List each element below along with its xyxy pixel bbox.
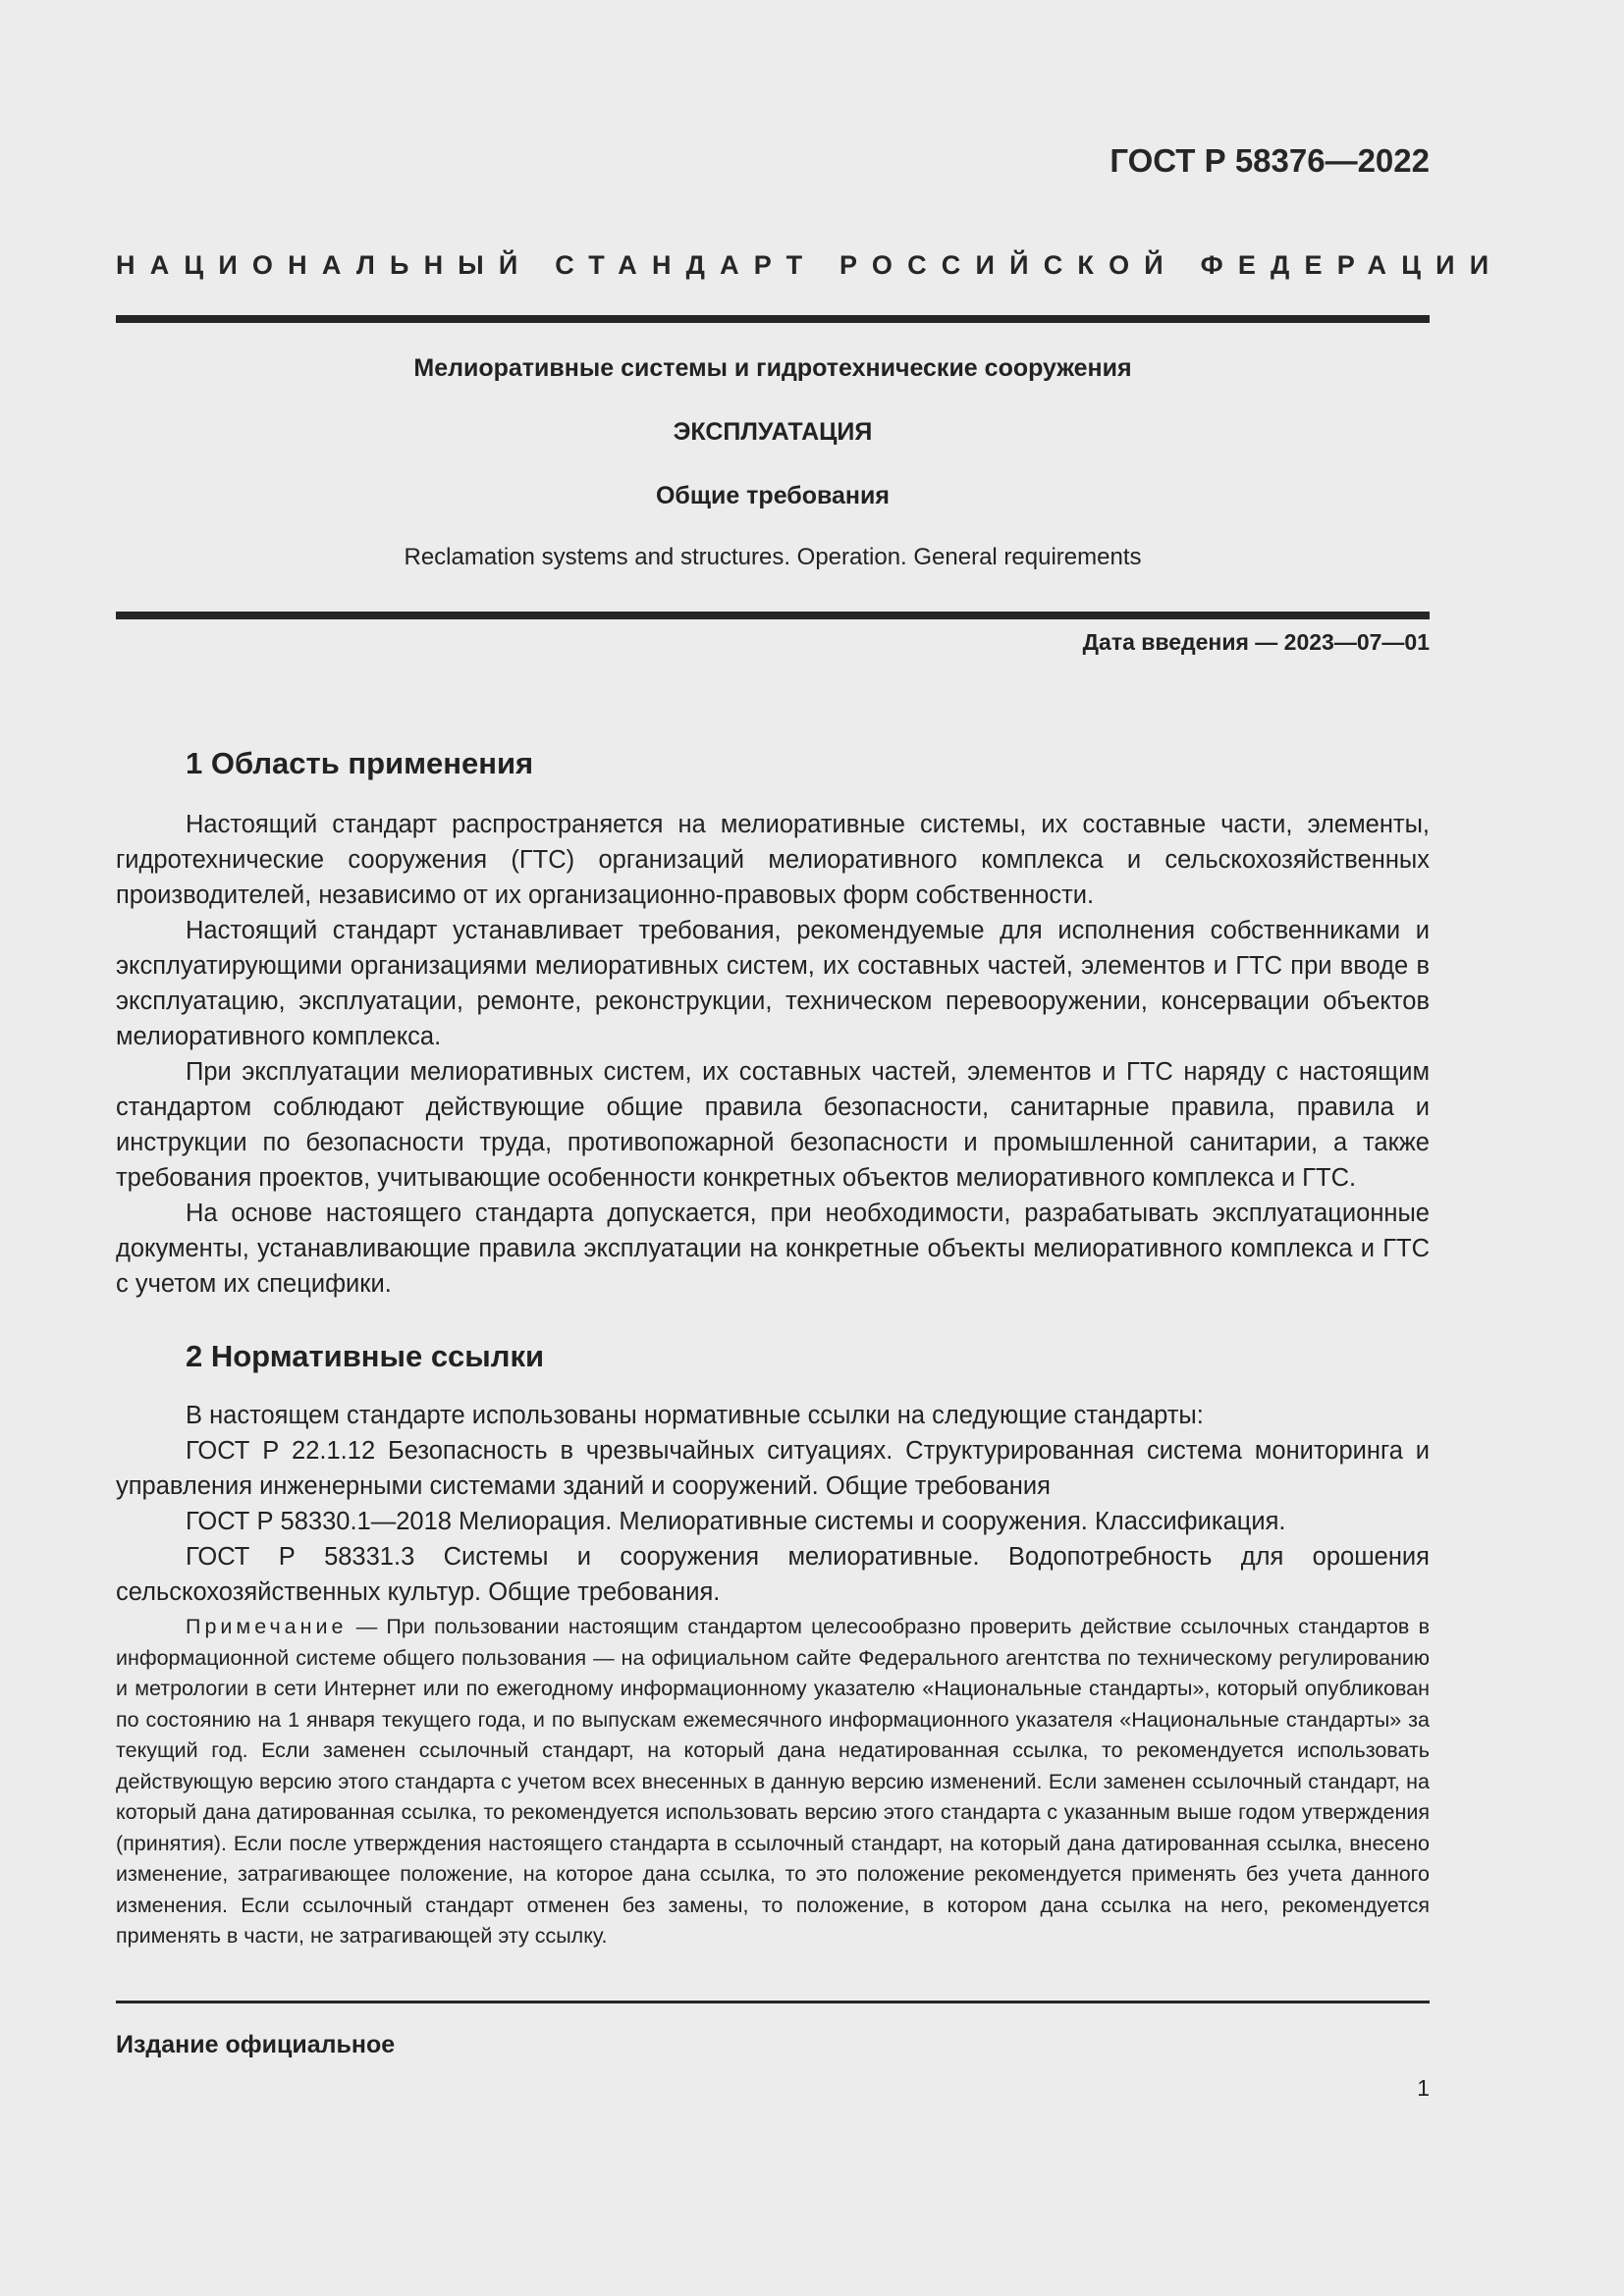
section-2-heading: 2 Нормативные ссылки — [186, 1339, 545, 1373]
section-2-body — [116, 1398, 1430, 1610]
note-block — [116, 1612, 1430, 1952]
reference-item: ГОСТ Р 58331.3 Системы и сооружения мелиоративные. Водопотребность для орошения сельскохозяйственных культур. Общие требования. — [116, 1543, 1430, 1606]
standard-code: ГОСТ Р 58376—2022 — [1110, 142, 1430, 179]
title-line-1: Мелиоративные системы и гидротехнические сооружения — [413, 354, 1132, 382]
introduction-date: Дата введения — 2023—07—01 — [1082, 629, 1430, 655]
note-text: — При пользовании настоящим стандартом целесообразно проверить действие ссылочных стандартов в информационной системе общего пользования — на официальном сайте Федерального агентства по техническому регулированию и метрологии в сети Интернет или по ежегодному информационному указателю «Национальные стандарты», который опубликован по состоянию на 1 января текущего года, и по выпускам ежемесячного информационного указателя «Национальные стандарты» за текущий год. Если заменен ссылочный стандарт, на который дана недатированная ссылка, то рекомендуется использовать действующую версию этого стандарта с учетом всех внесенных в данную версию изменений. Если заменен ссылочный стандарт, на который дана датированная ссылка, то рекомендуется использовать версию этого стандарта с указанным выше годом утверждения (принятия). Если после утверждения настоящего стандарта в ссылочный стандарт, на который дана датированная ссылка, внесено изменение, затрагивающее положение, на которое дана ссылка, то это положение рекомендуется применять без учета данного изменения. Если ссылочный стандарт отменен без замены, то положение, в котором дана ссылка на него, рекомендуется применять в части, не затрагивающей эту ссылку. — [116, 1615, 1430, 1948]
section-1-paragraph: На основе настоящего стандарта допускается, при необходимости, разрабатывать эксплуатационные документы, устанавливающие правила эксплуатации на конкретные объекты мелиоративного комплекса и ГТС с учетом их специфики. — [116, 1200, 1430, 1298]
section-1-body — [116, 807, 1430, 1302]
section-1-heading: 1 Область применения — [186, 746, 534, 780]
title-english: Reclamation systems and structures. Operation. General requirements — [404, 544, 1142, 570]
section-1-paragraph: Настоящий стандарт устанавливает требования, рекомендуемые для исполнения собственниками и эксплуатирующими организациями мелиоративных систем, их составных частей, элементов и ГТС при вводе в эксплуатацию, эксплуатации, ремонте, реконструкции, техническом перевооружении, консервации объектов мелиоративного комплекса. — [116, 917, 1430, 1050]
section-1-paragraph: При эксплуатации мелиоративных систем, их составных частей, элементов и ГТС наряду с настоящим стандартом соблюдают действующие общие правила безопасности, санитарные правила, правила и инструкции по безопасности труда, противопожарной безопасности и промышленной санитарии, а также требования проектов, учитывающие особенности конкретных объектов мелиоративного комплекса и ГТС. — [116, 1058, 1430, 1192]
note-label: Примечание — [186, 1615, 348, 1638]
section-1-paragraph: Настоящий стандарт распространяется на мелиоративные системы, их составные части, элементы, гидротехнические сооружения (ГТС) организаций мелиоративного комплекса и сельскохозяйственных производителей, независимо от их организационно-правовых форм собственности. — [116, 811, 1430, 909]
page-number: 1 — [1417, 2075, 1430, 2101]
title-line-2: ЭКСПЛУАТАЦИЯ — [673, 418, 873, 446]
top-rule — [116, 315, 1430, 323]
reference-item: ГОСТ Р 58330.1—2018 Мелиорация. Мелиоративные системы и сооружения. Классификация. — [186, 1508, 1286, 1535]
footer-rule — [116, 2001, 1430, 2003]
title-bottom-rule — [116, 612, 1430, 619]
reference-item: ГОСТ Р 22.1.12 Безопасность в чрезвычайных ситуациях. Структурированная система мониторинга и управления инженерными системами зданий и сооружений. Общие требования — [116, 1437, 1430, 1500]
edition-label: Издание официальное — [116, 2031, 396, 2058]
section-2-paragraph: В настоящем стандарте использованы нормативные ссылки на следующие стандарты: — [186, 1402, 1204, 1429]
title-line-3: Общие требования — [655, 482, 890, 509]
national-standard-banner: НАЦИОНАЛЬНЫЙ СТАНДАРТ РОССИЙСКОЙ ФЕДЕРАЦИИ — [116, 250, 1504, 280]
